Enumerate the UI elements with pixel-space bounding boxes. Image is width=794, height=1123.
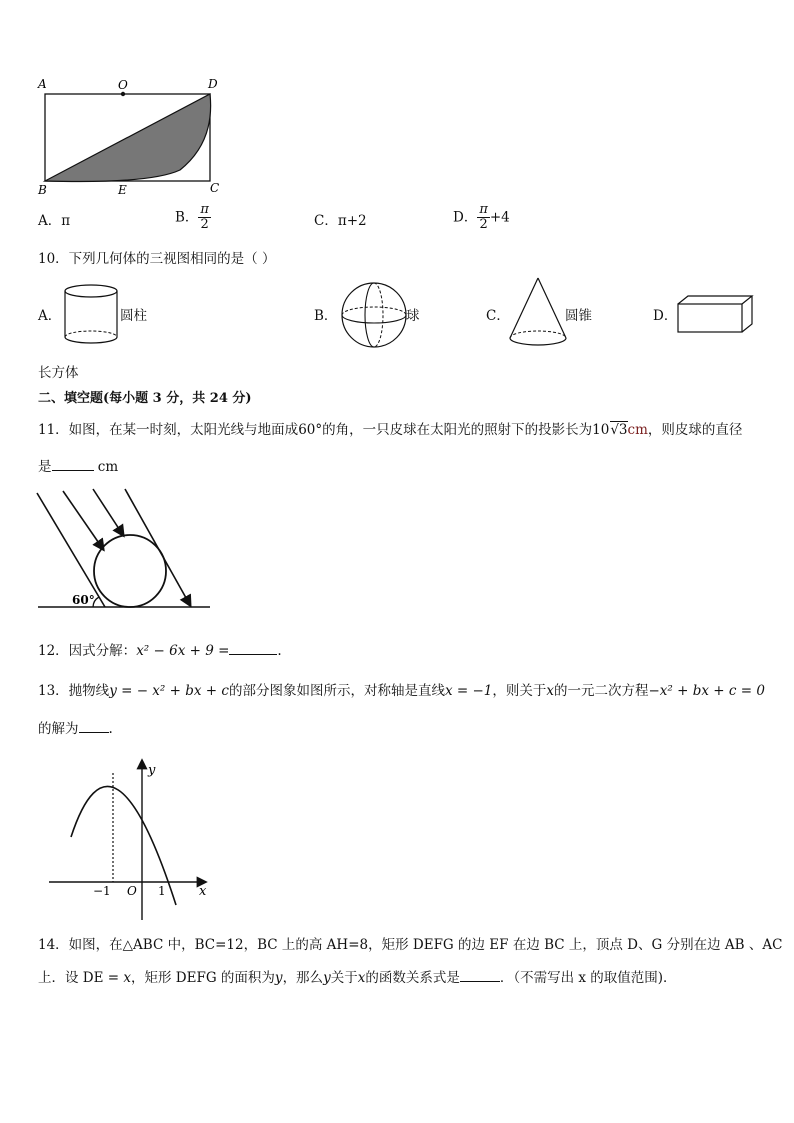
label-b: B bbox=[38, 183, 47, 197]
label-c: C bbox=[210, 181, 220, 195]
x-axis-label: x bbox=[199, 884, 207, 899]
q9-option-d: D． $\frac{\pi}{2}$ +4 bbox=[453, 202, 510, 232]
ball bbox=[94, 535, 166, 607]
tick-one: 1 bbox=[158, 884, 166, 898]
q10-option-d-label: D． bbox=[653, 308, 678, 324]
q14-line1: 14．如图，在△ABC 中，BC=12，BC 上的高 AH=8，矩形 DEFG 的边 EF 在边 BC 上，顶点 D、G 分别在边 AB 、AC bbox=[38, 937, 783, 953]
q11-line2: 是 cm bbox=[38, 459, 119, 475]
origin-label: O bbox=[127, 884, 137, 898]
q10-option-b-name: 球 bbox=[406, 308, 420, 324]
label-e: E bbox=[118, 183, 127, 197]
q11-angle-label: 60° bbox=[72, 593, 95, 607]
cone-icon bbox=[507, 276, 569, 350]
q9-option-b: B． $\frac{\pi}{2}$ bbox=[175, 202, 209, 232]
q10-option-c-label: C． bbox=[486, 308, 510, 324]
q10-stem: 10．下列几何体的三视图相同的是（ ） bbox=[38, 251, 276, 267]
q9-option-c: C．π+2 bbox=[314, 213, 367, 229]
q13-line1: 13．抛物线y = − x² + bx + c的部分图象如图所示，对称轴是直线x = −1，则关于x的一元二次方程−x² + bx + c = 0 bbox=[38, 683, 765, 699]
q14-answer-blank[interactable] bbox=[460, 968, 500, 982]
q13-graph bbox=[45, 755, 215, 925]
tick-neg-one: −1 bbox=[93, 884, 111, 898]
q10-option-a-label: A． bbox=[38, 308, 62, 324]
shaded-region bbox=[45, 94, 211, 182]
q11-figure bbox=[35, 485, 215, 615]
q10-option-c-name: 圆锥 bbox=[565, 308, 592, 324]
q9-figure bbox=[30, 72, 230, 202]
q13-line2: 的解为 . bbox=[38, 721, 113, 737]
y-axis-label: y bbox=[148, 763, 156, 778]
q9-option-a: A．π bbox=[38, 213, 71, 229]
q11-line1: 11．如图，在某一时刻，太阳光线与地面成60°的角，一只皮球在太阳光的照射下的投影长为10√3cm，则皮球的直径 bbox=[38, 422, 743, 438]
sphere-icon bbox=[338, 281, 410, 349]
q10-option-d-name: 长方体 bbox=[38, 365, 79, 381]
q12-line: 12．因式分解：x² − 6x + 9 = . bbox=[38, 643, 282, 659]
q11-answer-blank[interactable] bbox=[52, 457, 94, 471]
label-o: O bbox=[118, 78, 128, 92]
section-2-title: 二、填空题(每小题 3 分，共 24 分) bbox=[38, 391, 252, 406]
cuboid-icon bbox=[676, 294, 754, 336]
q10-option-a-name: 圆柱 bbox=[120, 308, 147, 324]
q12-answer-blank[interactable] bbox=[229, 641, 277, 655]
q13-answer-blank[interactable] bbox=[79, 719, 109, 733]
label-d: D bbox=[208, 77, 218, 91]
q10-option-b-label: B． bbox=[314, 308, 338, 324]
cylinder-icon bbox=[62, 282, 122, 348]
label-a: A bbox=[38, 77, 47, 91]
q14-line2: 上．设 DE = x，矩形 DEFG 的面积为y，那么y关于x的函数关系式是 ．（不需写出 x 的取值范围)． bbox=[38, 970, 677, 986]
point-o bbox=[121, 92, 125, 96]
